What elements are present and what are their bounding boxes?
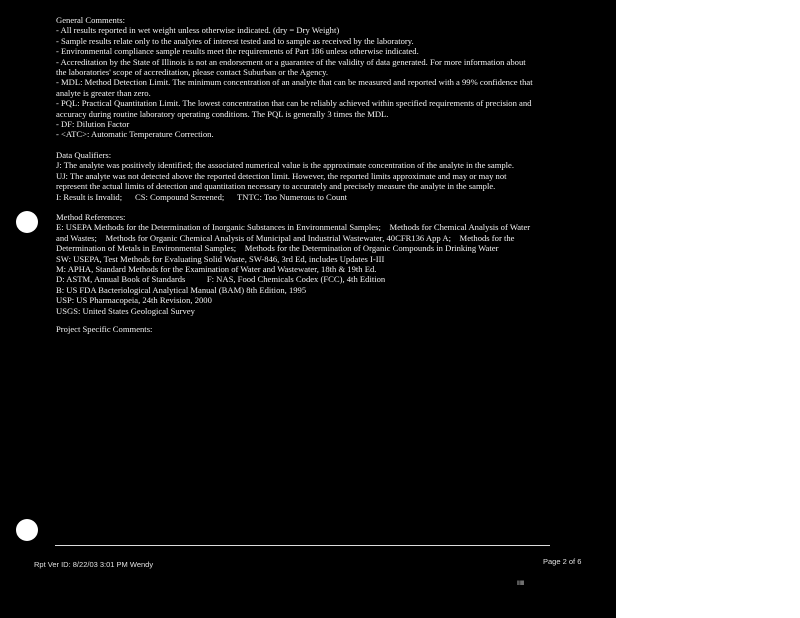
general-comment-item: - Environmental compliance sample results meet the requirements of Part 186 unless otherwise indicated. <box>56 46 419 57</box>
barcode-mark: IIIIII <box>517 581 525 587</box>
data-qualifier-item: UJ: The analyte was not detected above the reported detection limit. However, the reported limits approximate and may or may not represent the actual limits of detection and quantitation necessary to accurately and precisely measure the analyte in the sample. <box>56 170 507 192</box>
method-reference-item: USGS: United States Geological Survey <box>56 305 195 316</box>
general-comment-item: - Accreditation by the State of Illinois is not an endorsement or a guarantee of the validity of data generated. For more information about the laboratories' scope of accreditation, please contact Suburban or the Agency. <box>56 56 526 78</box>
footer-divider <box>55 545 550 546</box>
method-reference-item: D: ASTM, Annual Book of Standards F: NAS, Food Chemicals Codex (FCC), 4th Edition <box>56 274 386 285</box>
method-reference-item: B: US FDA Bacteriological Analytical Manual (BAM) 8th Edition, 1995 <box>56 284 307 295</box>
punch-hole-lower <box>16 519 38 541</box>
general-comments-title: General Comments: <box>56 15 125 25</box>
method-reference-item: USP: US Pharmacopeia, 24th Revision, 2000 <box>56 295 212 306</box>
report-version-id: Rpt Ver ID: 8/22/03 3:01 PM Wendy <box>34 560 154 569</box>
project-specific-comments-title: Project Specific Comments: <box>56 323 153 334</box>
punch-hole-upper <box>16 211 38 233</box>
general-comment-item: - All results reported in wet weight unless otherwise indicated. (dry = Dry Weight) <box>56 25 340 36</box>
general-comment-item: - <ATC>: Automatic Temperature Correction. <box>56 129 214 140</box>
method-references-title: Method References: <box>56 211 126 222</box>
general-comment-item: - DF: Dilution Factor <box>56 119 130 130</box>
method-reference-item: E: USEPA Methods for the Determination of Inorganic Substances in Environmental Samples; Methods for Chemical Analysis of Water and Wastes; Methods for Organic Chemical Analysis of Municipal and Industrial Wastewater, 40CFR136 App A; Methods for the Determination of Metals in Environmental Samples; Methods for the Determination of Organic Compounds in Drinking Water <box>56 222 533 254</box>
general-comment-item: - MDL: Method Detection Limit. The minimum concentration of an analyte that can be measured and reported with a 99% confidence that analyte is greater than zero. <box>56 77 533 98</box>
data-qualifier-item: I: Result is Invalid; CS: Compound Screened; TNTC: Too Numerous to Count <box>56 191 348 202</box>
general-comment-item: - Sample results relate only to the analytes of interest tested and to sample as received by the laboratory. <box>56 35 414 46</box>
report-body <box>56 15 536 334</box>
page-number: Page 2 of 6 <box>543 557 582 566</box>
general-comment-item: - PQL: Practical Quantitation Limit. The lowest concentration that can be reliably achieved within specified requirements of precision and accuracy during routine laboratory operating conditions. The PQL is generally 3 times the MDL. <box>56 98 532 119</box>
data-qualifiers-title: Data Qualifiers: <box>56 149 112 160</box>
method-reference-item: SW: USEPA, Test Methods for Evaluating Solid Waste, SW-846, 3rd Ed, includes Updates I-III <box>56 253 385 264</box>
data-qualifier-item: J: The analyte was positively identified; the associated numerical value is the approximate concentration of the analyte in the sample. <box>56 160 515 171</box>
method-reference-item: M: APHA, Standard Methods for the Examination of Water and Wastewater, 18th & 19th Ed. <box>56 263 377 274</box>
